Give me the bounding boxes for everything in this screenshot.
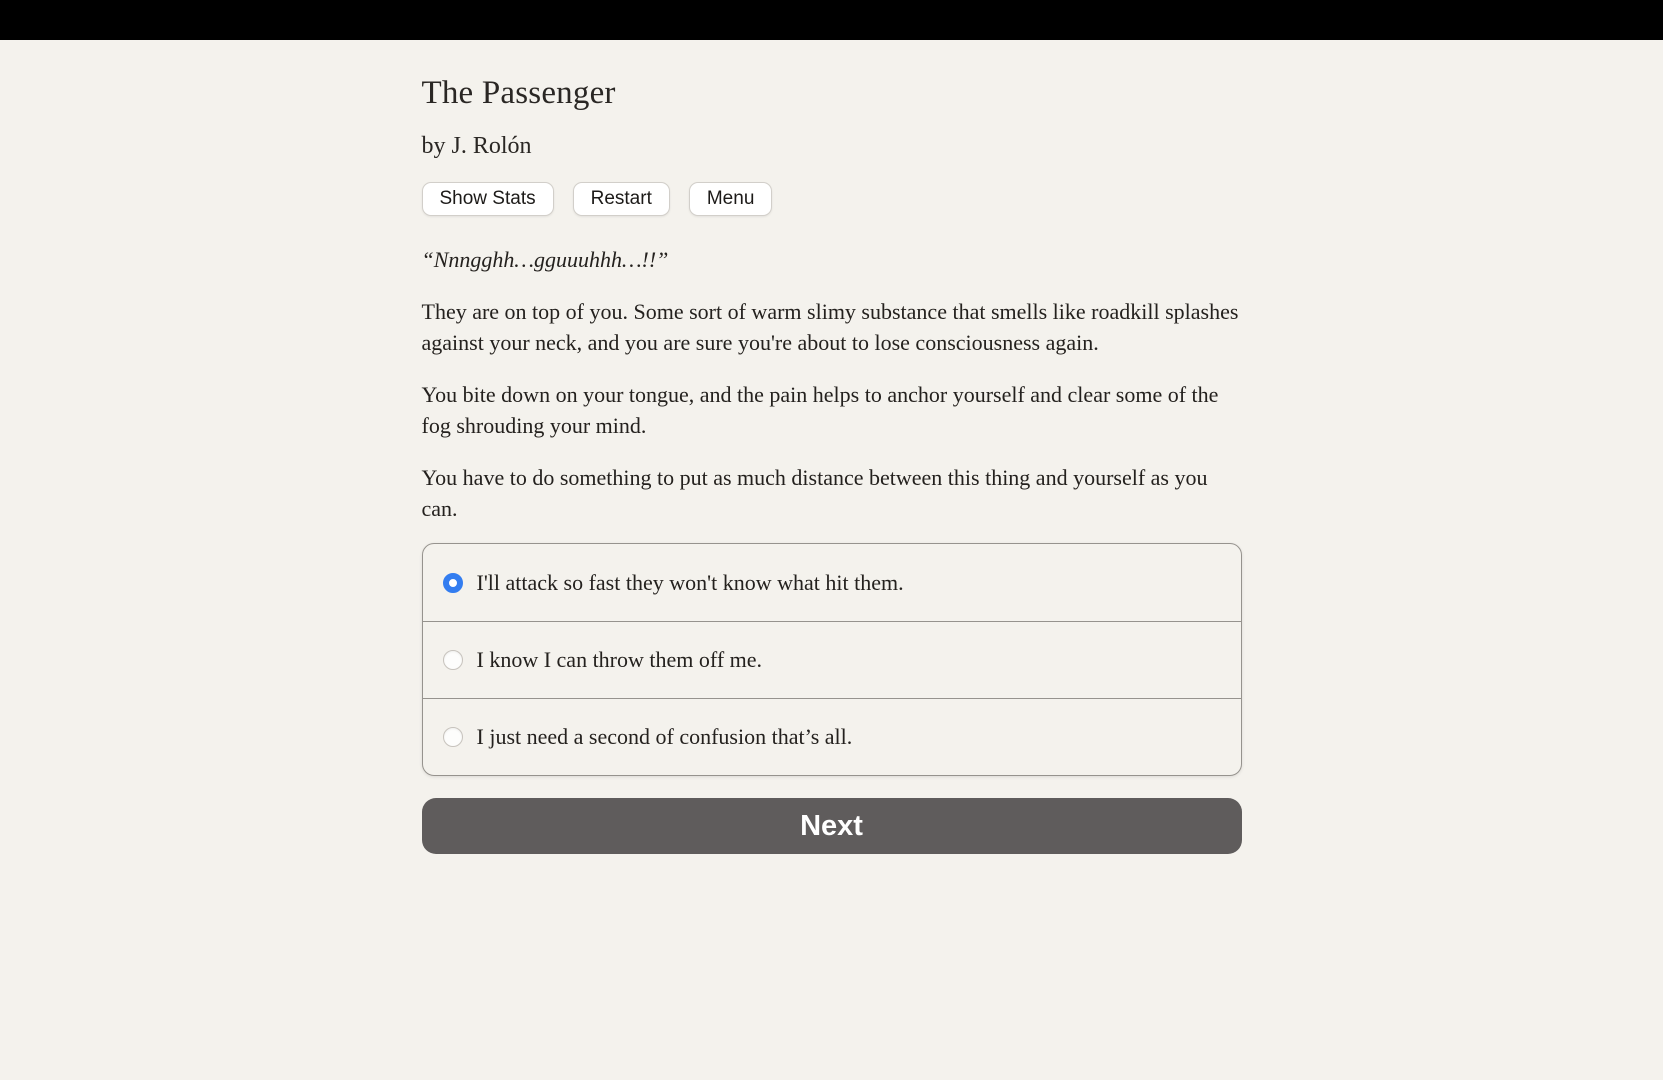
radio-button[interactable] <box>443 650 463 670</box>
story-quote: “Nnngghh…gguuuhhh…!!” <box>421 247 669 273</box>
story-text <box>422 244 1242 524</box>
choice-label: I just need a second of confusion that’s all. <box>476 724 853 750</box>
page-title: The Passenger <box>421 75 616 111</box>
choice-list <box>422 543 1242 776</box>
radio-button[interactable] <box>443 727 463 747</box>
next-button[interactable]: Next <box>422 798 1242 854</box>
story-paragraph: They are on top of you. Some sort of warm slimy substance that smells like roadkill splashes against your neck, and you are sure you're about to lose consciousness again. <box>421 299 1239 356</box>
story-paragraph: You have to do something to put as much distance between this thing and yourself as you can. <box>421 465 1208 522</box>
author-line: by J. Rolón <box>421 132 532 159</box>
radio-button[interactable] <box>443 573 463 593</box>
restart-button[interactable]: Restart <box>573 182 670 216</box>
choice-label: I know I can throw them off me. <box>476 646 763 672</box>
game-page <box>422 40 1242 854</box>
menu-button[interactable]: Menu <box>689 182 773 216</box>
story-paragraph: You bite down on your tongue, and the pain helps to anchor yourself and clear some of the fog shrouding your mind. <box>421 382 1219 439</box>
choice-option-attack[interactable] <box>423 544 1241 620</box>
choice-label: I'll attack so fast they won't know what hit them. <box>476 569 904 595</box>
toolbar <box>422 182 1242 216</box>
choice-option-throw-off[interactable] <box>423 621 1241 698</box>
top-black-bar <box>0 0 1663 40</box>
choice-option-confusion[interactable] <box>423 698 1241 775</box>
show-stats-button[interactable]: Show Stats <box>422 182 554 216</box>
